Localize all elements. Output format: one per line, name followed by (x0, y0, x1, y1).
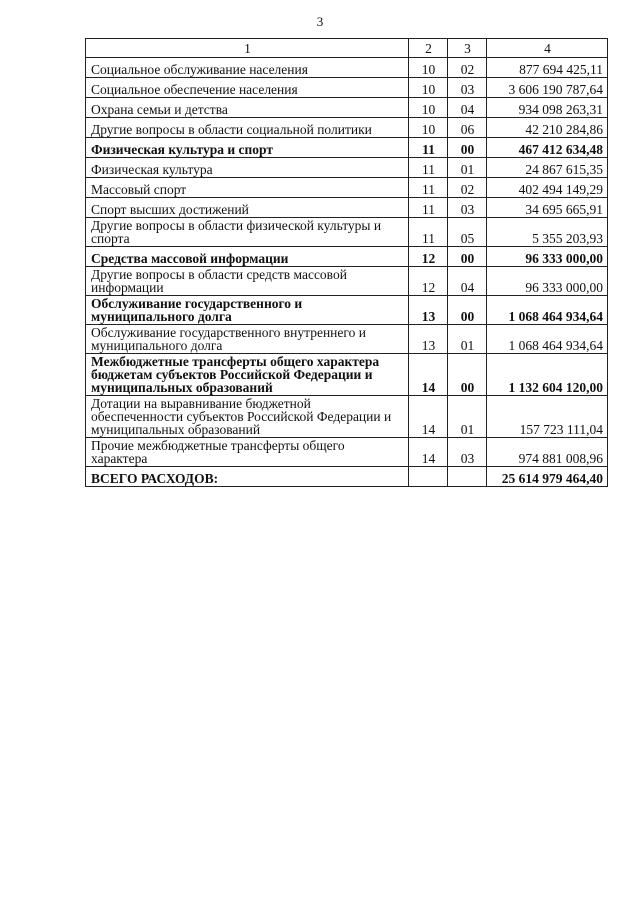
row-amount: 157 723 111,04 (487, 396, 608, 438)
row-name: Межбюджетные трансферты общего характера бюджетам субъектов Российской Федерации и муниципальных образований (86, 354, 409, 396)
table-row (86, 267, 608, 296)
total-amount: 25 614 979 464,40 (487, 467, 608, 487)
row-subsection: 03 (448, 198, 487, 218)
row-name: Другие вопросы в области физической культуры и спорта (86, 218, 409, 247)
row-amount: 34 695 665,91 (487, 198, 608, 218)
row-section: 11 (409, 198, 448, 218)
table-row (86, 98, 608, 118)
row-subsection: 00 (448, 138, 487, 158)
column-header-2: 2 (409, 39, 448, 58)
row-section: 10 (409, 58, 448, 78)
row-name: Дотации на выравнивание бюджетной обеспеченности субъектов Российской Федерации и муниципальных образований (86, 396, 409, 438)
table-row (86, 198, 608, 218)
row-section: 11 (409, 218, 448, 247)
row-amount: 974 881 008,96 (487, 438, 608, 467)
total-empty-cell (448, 467, 487, 487)
total-label: ВСЕГО РАСХОДОВ: (86, 467, 409, 487)
row-section: 10 (409, 118, 448, 138)
row-subsection: 01 (448, 158, 487, 178)
row-subsection: 04 (448, 98, 487, 118)
row-name: Другие вопросы в области средств массовой информации (86, 267, 409, 296)
table-row (86, 158, 608, 178)
table-row (86, 354, 608, 396)
row-section: 11 (409, 138, 448, 158)
row-amount: 1 068 464 934,64 (487, 296, 608, 325)
column-header-1: 1 (86, 39, 409, 58)
row-subsection: 05 (448, 218, 487, 247)
row-amount: 934 098 263,31 (487, 98, 608, 118)
row-amount: 5 355 203,93 (487, 218, 608, 247)
table-row (86, 138, 608, 158)
row-section: 11 (409, 158, 448, 178)
row-amount: 1 068 464 934,64 (487, 325, 608, 354)
row-amount: 24 867 615,35 (487, 158, 608, 178)
row-amount: 96 333 000,00 (487, 267, 608, 296)
expenditure-table (85, 38, 608, 487)
total-empty-cell (409, 467, 448, 487)
page-number: 3 (316, 14, 324, 29)
table-row (86, 396, 608, 438)
row-section: 12 (409, 247, 448, 267)
row-subsection: 02 (448, 58, 487, 78)
table-row (86, 247, 608, 267)
column-header-4: 4 (487, 39, 608, 58)
table-body (86, 58, 608, 467)
row-subsection: 01 (448, 325, 487, 354)
row-section: 11 (409, 178, 448, 198)
table-row (86, 118, 608, 138)
table-row (86, 58, 608, 78)
table-row (86, 78, 608, 98)
row-name: Обслуживание государственного и муниципального долга (86, 296, 409, 325)
row-section: 10 (409, 98, 448, 118)
row-name: Физическая культура (86, 158, 409, 178)
column-header-3: 3 (448, 39, 487, 58)
row-amount: 877 694 425,11 (487, 58, 608, 78)
row-section: 14 (409, 396, 448, 438)
row-subsection: 00 (448, 296, 487, 325)
row-section: 10 (409, 78, 448, 98)
row-amount: 1 132 604 120,00 (487, 354, 608, 396)
row-name: Прочие межбюджетные трансферты общего характера (86, 438, 409, 467)
row-name: Социальное обеспечение населения (86, 78, 409, 98)
row-amount: 96 333 000,00 (487, 247, 608, 267)
table-header-row (86, 39, 608, 58)
row-subsection: 00 (448, 354, 487, 396)
row-name: Обслуживание государственного внутреннего и муниципального долга (86, 325, 409, 354)
table-row (86, 296, 608, 325)
row-subsection: 00 (448, 247, 487, 267)
row-amount: 467 412 634,48 (487, 138, 608, 158)
row-section: 14 (409, 354, 448, 396)
row-subsection: 02 (448, 178, 487, 198)
row-name: Охрана семьи и детства (86, 98, 409, 118)
table-row (86, 178, 608, 198)
row-amount: 402 494 149,29 (487, 178, 608, 198)
row-name: Другие вопросы в области социальной политики (86, 118, 409, 138)
row-name: Социальное обслуживание населения (86, 58, 409, 78)
row-name: Массовый спорт (86, 178, 409, 198)
total-row (86, 467, 608, 487)
row-section: 12 (409, 267, 448, 296)
row-name: Средства массовой информации (86, 247, 409, 267)
table-row (86, 325, 608, 354)
row-section: 13 (409, 325, 448, 354)
row-subsection: 04 (448, 267, 487, 296)
table-row (86, 438, 608, 467)
row-subsection: 03 (448, 438, 487, 467)
row-name: Спорт высших достижений (86, 198, 409, 218)
row-subsection: 03 (448, 78, 487, 98)
row-amount: 3 606 190 787,64 (487, 78, 608, 98)
row-section: 14 (409, 438, 448, 467)
row-amount: 42 210 284,86 (487, 118, 608, 138)
table-row (86, 218, 608, 247)
row-name: Физическая культура и спорт (86, 138, 409, 158)
row-subsection: 06 (448, 118, 487, 138)
row-subsection: 01 (448, 396, 487, 438)
row-section: 13 (409, 296, 448, 325)
